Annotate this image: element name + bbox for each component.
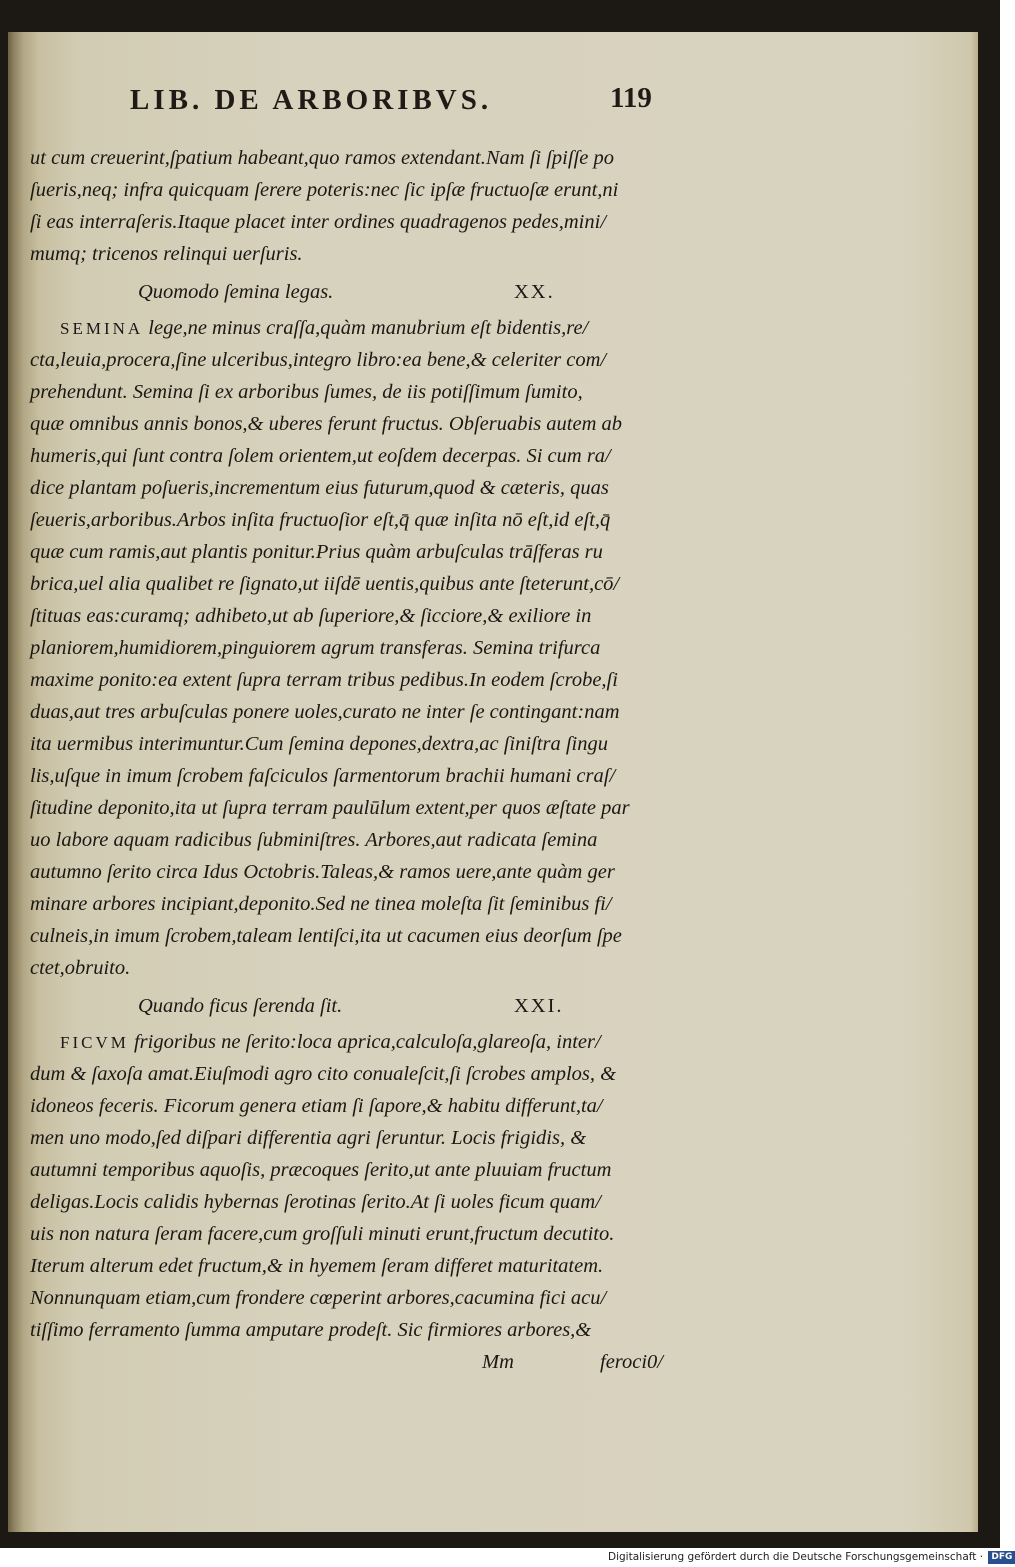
text-line: quæ cum ramis,aut plantis ponitur.Prius quàm arbuſculas trāſferas ru [30,541,603,563]
section-number: XXI. [514,995,564,1017]
text-line [30,1026,690,1058]
text-line: ſeueris,arboribus.Arbos inſita fructuoſior eſt,q̄ quæ inſita nō eſt,id eſt,q̄ [30,509,611,531]
text-line: idoneos feceris. Ficorum genera etiam ſi ſapore,& habitu differunt,ta/ [30,1095,603,1117]
initial-word: FICVM [60,1033,129,1052]
text-line: planiorem,humidiorem,pinguiorem agrum transferas. Semina trifurca [30,637,601,659]
text-line [30,312,690,344]
text-span: frigoribus ne ſerito:loca aprica,calculoſa,glareoſa, inter/ [133,1031,601,1053]
section-20-body [30,312,690,984]
text-line: deligas.Locis calidis hybernas ſerotinas ſerito.At ſi uoles ficum quam/ [30,1191,601,1213]
text-line: autumno ſerito circa Idus Octobris.Taleas,& ramos uere,ante quàm ger [30,861,615,883]
text-line: quæ omnibus annis bonos,& uberes ferunt fructus. Obſeruabis autem ab [30,413,623,435]
page-number: 119 [610,82,652,114]
section-title: Quando ficus ſerenda ſit. [138,995,343,1017]
page-text [30,142,690,1378]
text-line: ſtituas eas:curamq; adhibeto,ut ab ſuperiore,& ſicciore,& exiliore in [30,605,592,627]
text-line: men uno modo,ſed diſpari differentia agri ſeruntur. Locis frigidis, & [30,1127,587,1149]
text-line: Nonnunquam etiam,cum frondere cœperint arbores,cacumina fici acu/ [30,1287,607,1309]
catch-row [30,1346,690,1378]
text-line: ſitudine deponito,ita ut ſupra terram paulūlum extent,per quos æſtate par [30,797,630,819]
section-21-body [30,1026,690,1346]
text-line: uis non natura ſeram facere,cum groſſuli minuti erunt,fructum decutito. [30,1223,615,1245]
text-line: culneis,in imum ſcrobem,taleam lentiſci,ita ut cacumen eius deorſum ſpe [30,925,622,947]
opening-paragraph [30,142,690,270]
section-number: XX. [514,281,555,303]
text-line: maxime ponito:ea extent ſupra terram tribus pedibus.In eodem ſcrobe,ſi [30,669,618,691]
text-line: minare arbores incipiant,deponito.Sed ne tinea moleſta ſit ſeminibus fi/ [30,893,612,915]
catchword: feroci0/ [600,1351,664,1373]
text-line: dice plantam poſueris,incrementum eius futurum,quod & cæteris, quas [30,477,609,499]
text-line: ctet,obruito. [30,957,131,979]
text-line: humeris,qui ſunt contra ſolem orientem,ut eoſdem decerpas. Si cum ra/ [30,445,611,467]
text-line: tiſſimo ferramento ſumma amputare prodeſt. Sic firmiores arbores,& [30,1319,592,1341]
text-line: prehendunt. Semina ſi ex arboribus ſumes, de iis potiſſimum ſumito, [30,381,583,403]
text-span: lege,ne minus craſſa,quàm manubrium eſt bidentis,re/ [148,317,589,339]
book-page [8,32,978,1532]
text-line: Iterum alterum edet fructum,& in hyemem ſeram differet maturitatem. [30,1255,604,1277]
section-title: Quomodo ſemina legas. [138,281,334,303]
section-20-heading [30,276,690,308]
credit-text: Digitalisierung gefördert durch die Deutsche Forschungsgemeinschaft · [608,1551,984,1563]
running-title: LIB. DE ARBORIBVS. [130,84,493,116]
signature-mark: Mm [482,1351,514,1373]
text-line: ut cum creuerint,ſpatium habeant,quo ramos extendant.Nam ſi ſpiſſe po [30,147,614,169]
initial-word: SEMINA [60,319,144,338]
text-line: ita uermibus interimuntur.Cum ſemina depones,dextra,ac ſiniſtra ſingu [30,733,608,755]
text-line: autumni temporibus aquoſis, præcoques ſerito,ut ante pluuiam fructum [30,1159,612,1181]
text-line: duas,aut tres arbuſculas ponere uoles,curato ne inter ſe contingant:nam [30,701,620,723]
text-line: lis,uſque in imum ſcrobem faſciculos ſarmentorum brachii humani craſ/ [30,765,616,787]
text-line: ſueris,neq; infra quicquam ſerere poteris:nec ſic ipſæ fructuoſæ erunt,ni [30,179,619,201]
text-line: cta,leuia,procera,ſine ulceribus,integro libro:ea bene,& celeriter com/ [30,349,607,371]
text-line: uo labore aquam radicibus ſubminiſtres. Arbores,aut radicata ſemina [30,829,598,851]
digitization-credit [608,1548,1013,1567]
dfg-logo: DFG [988,1551,1015,1564]
section-21-heading [30,990,690,1022]
text-line: ſi eas interraſeris.Itaque placet inter ordines quadragenos pedes,mini/ [30,211,607,233]
text-line: dum & ſaxoſa amat.Eiuſmodi agro cito conualeſcit,ſi ſcrobes amplos, & [30,1063,617,1085]
text-line: brica,uel alia qualibet re ſignato,ut iiſdē uentis,quibus ante ſteterunt,cō/ [30,573,620,595]
text-line: mumq; tricenos relinqui uerſuris. [30,243,303,265]
